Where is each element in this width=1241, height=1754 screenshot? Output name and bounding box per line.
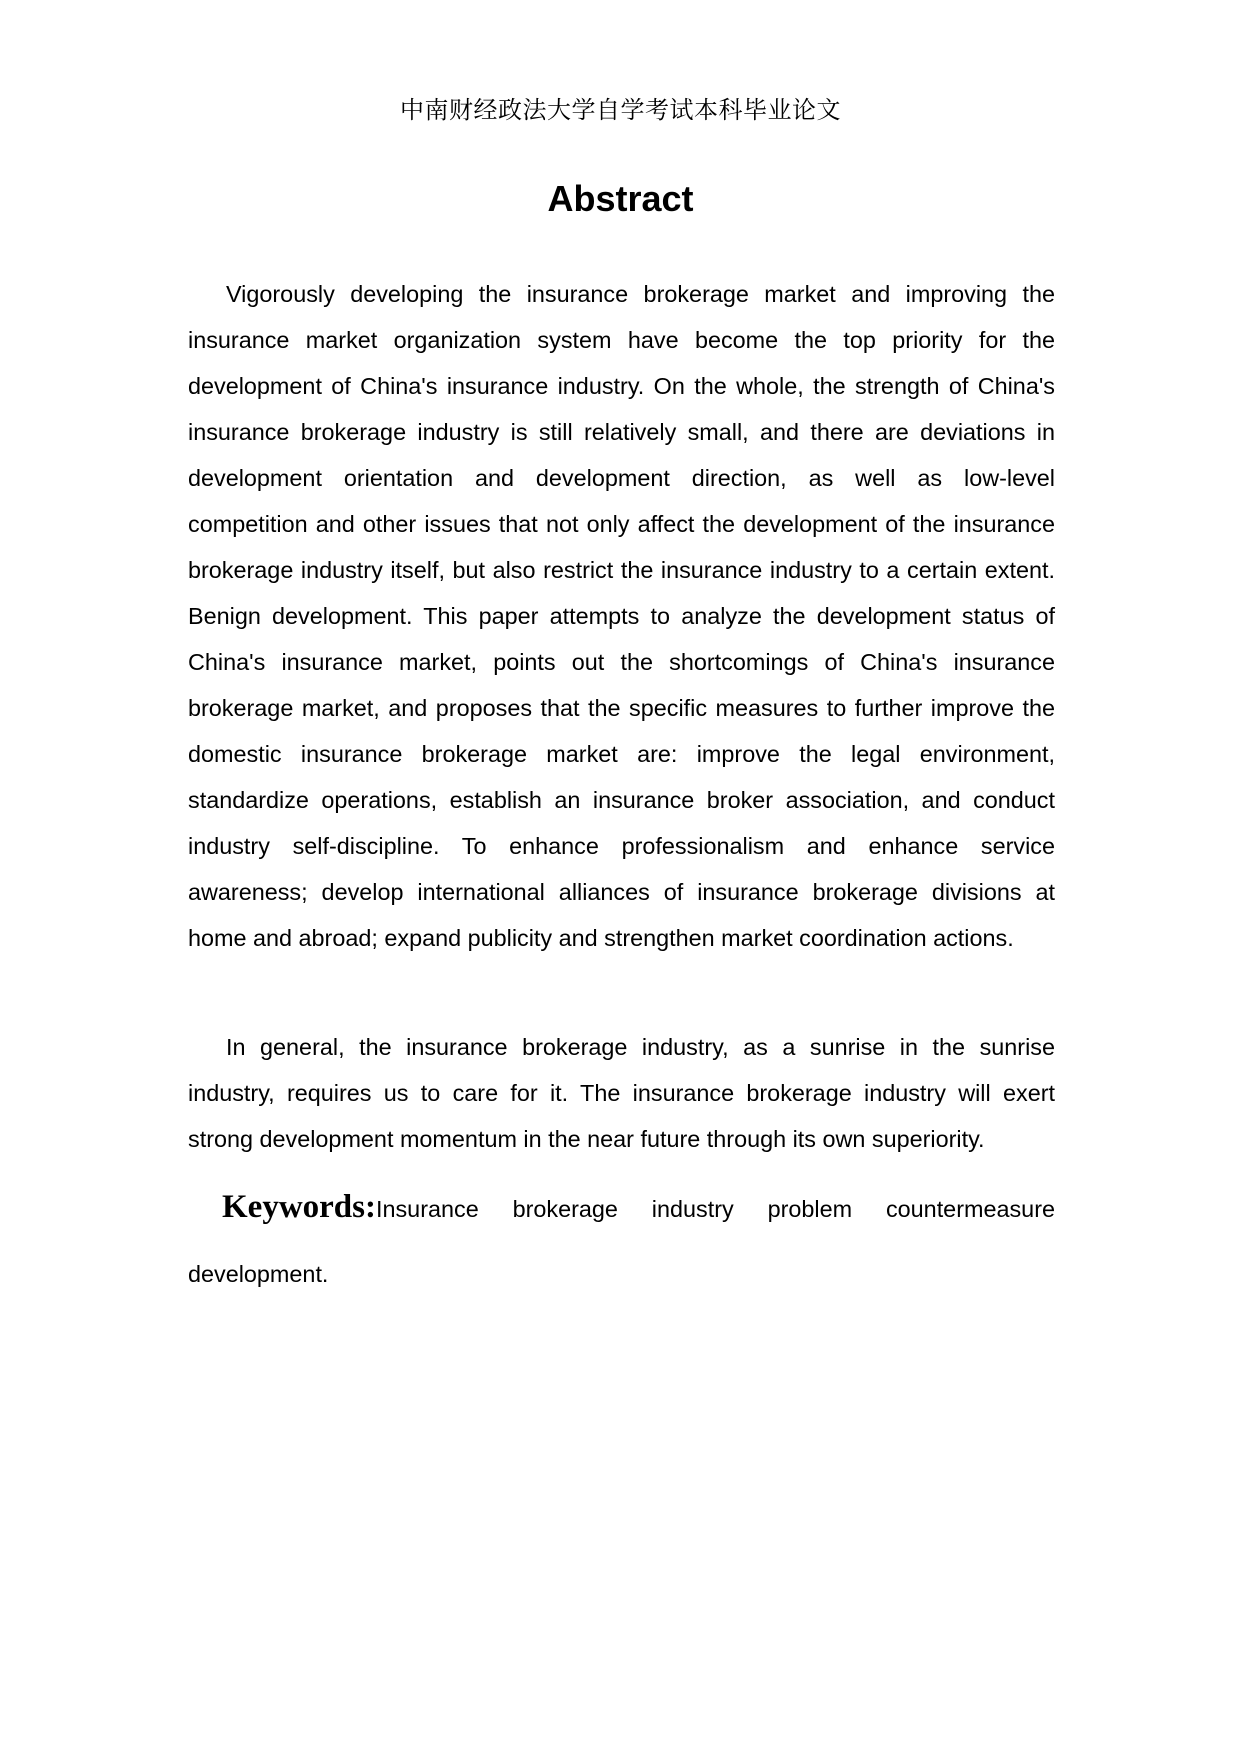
- abstract-paragraph-2: In general, the insurance brokerage industry, as a sunrise in the sunrise industry, requires us to care for it. The insurance brokerage industry will exert strong development momentum in the near future through its own superiority.: [188, 1034, 1055, 1152]
- keywords-line: [188, 1175, 1055, 1307]
- keywords-label: Keywords:: [222, 1189, 376, 1225]
- abstract-paragraph-1: Vigorously developing the insurance brokerage market and improving the insurance market organization system have become the top priority for the development of China's insurance industry. On the whole, the strength of China's insurance brokerage industry is still relatively small, and there are deviations in development orientation and development direction, as well as low-level competition and other issues that not only affect the development of the insurance brokerage industry itself, but also restrict the insurance industry to a certain extent. Benign development. This paper attempts to analyze the development status of China's insurance market, points out the shortcomings of China's insurance brokerage market, and proposes that the specific measures to further improve the domestic insurance brokerage market are: improve the legal environment, standardize operations, establish an insurance broker association, and conduct industry self-discipline. To enhance professionalism and enhance service awareness; develop international alliances of insurance brokerage divisions at home and abroad; expand publicity and strengthen market coordination actions.: [188, 281, 1055, 951]
- page-title: Abstract: [547, 178, 694, 219]
- keywords-text: Insurance brokerage industry problem countermeasure development.: [188, 1196, 1055, 1287]
- running-header: 中南财经政法大学自学考试本科毕业论文: [400, 96, 841, 124]
